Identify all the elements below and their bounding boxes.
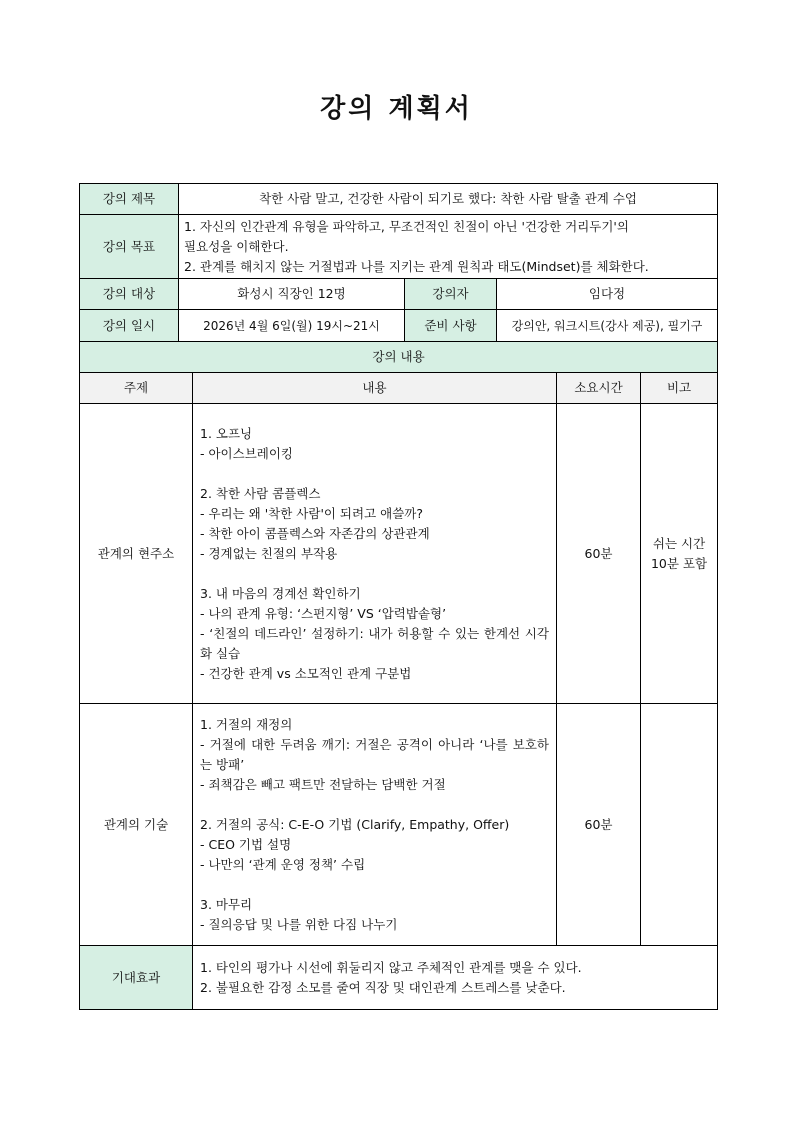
- topic-cell: 관계의 현주소: [80, 404, 193, 704]
- column-header-topic: 주제: [80, 373, 193, 404]
- content-line: - 우리는 왜 '착한 사람'이 되려고 애쓸까?: [200, 505, 423, 521]
- topic-cell: 관계의 기술: [80, 704, 193, 946]
- content-line: 3. 마무리: [200, 896, 253, 912]
- goal-value: [179, 215, 718, 279]
- effects-line: 1. 타인의 평가나 시선에 휘둘리지 않고 주체적인 관계를 맺을 수 있다.: [200, 959, 582, 975]
- content-line: - 아이스브레이킹: [200, 445, 294, 461]
- time-cell: 60분: [557, 704, 641, 946]
- effects-value: [193, 946, 718, 1010]
- lecture-plan-table: [79, 183, 718, 1010]
- content-line: 1. 오프닝: [200, 425, 253, 441]
- note-cell: [641, 704, 718, 946]
- content-cell: [193, 404, 557, 704]
- target-label: 강의 대상: [80, 279, 179, 310]
- goal-line: 1. 자신의 인간관계 유형을 파악하고, 무조건적인 친절이 아닌 '건강한 거리두기'의: [184, 218, 629, 234]
- prep-value: 강의안, 워크시트(강사 제공), 필기구: [497, 310, 718, 342]
- document-title: 강의 계획서: [320, 94, 473, 124]
- content-line: - 경계없는 친절의 부작용: [200, 545, 338, 561]
- effects-line: 2. 불필요한 감정 소모를 줄여 직장 및 대인관계 스트레스를 낮춘다.: [200, 979, 566, 995]
- column-header-time: 소요시간: [557, 373, 641, 404]
- section-header: 강의 내용: [80, 342, 718, 373]
- content-line: - 착한 아이 콤플렉스와 자존감의 상관관계: [200, 525, 430, 541]
- title-value: 착한 사람 말고, 건강한 사람이 되기로 했다: 착한 사람 탈출 관계 수업: [179, 184, 718, 215]
- content-line: - 죄책감은 빼고 팩트만 전달하는 담백한 거절: [200, 776, 446, 792]
- target-value: 화성시 직장인 12명: [179, 279, 405, 310]
- column-header-note: 비고: [641, 373, 718, 404]
- instructor-value: 임다정: [497, 279, 718, 310]
- note-line: 10분 포함: [650, 555, 708, 571]
- content-line: - 질의응답 및 나를 위한 다짐 나누기: [200, 916, 398, 932]
- effects-label: 기대효과: [80, 946, 193, 1010]
- content-line: - CEO 기법 설명: [200, 836, 292, 852]
- column-header-content: 내용: [193, 373, 557, 404]
- goal-label: 강의 목표: [80, 215, 179, 279]
- date-value: 2026년 4월 6일(월) 19시~21시: [179, 310, 405, 342]
- note-cell: [641, 404, 718, 704]
- content-line: 2. 착한 사람 콤플렉스: [200, 485, 321, 501]
- prep-label: 준비 사항: [405, 310, 497, 342]
- time-cell: 60분: [557, 404, 641, 704]
- title-label: 강의 제목: [80, 184, 179, 215]
- note-line: 쉬는 시간: [652, 535, 706, 551]
- goal-line: 필요성을 이해한다.: [184, 238, 289, 254]
- content-line: - 거절에 대한 두려움 깨기: 거절은 공격이 아니라 ‘나를 보호하는 방패’: [200, 736, 549, 772]
- content-cell: [193, 704, 557, 946]
- content-line: - ‘친절의 데드라인’ 설정하기: 내가 허용할 수 있는 한계선 시각화 실습: [200, 625, 549, 661]
- content-line: 2. 거절의 공식: C-E-O 기법 (Clarify, Empathy, Offer): [200, 816, 510, 832]
- content-line: - 건강한 관계 vs 소모적인 관계 구분법: [200, 665, 412, 681]
- content-line: - 나만의 ‘관계 운영 정책’ 수립: [200, 856, 366, 872]
- date-label: 강의 일시: [80, 310, 179, 342]
- content-line: - 나의 관계 유형: ‘스펀지형’ VS ‘압력밥솥형’: [200, 605, 447, 621]
- instructor-label: 강의자: [405, 279, 497, 310]
- goal-line: 2. 관계를 해치지 않는 거절법과 나를 지키는 관계 원칙과 태도(Mindset)를 체화한다.: [184, 258, 649, 274]
- content-line: 1. 거절의 재정의: [200, 716, 293, 732]
- content-line: 3. 내 마음의 경계선 확인하기: [200, 585, 361, 601]
